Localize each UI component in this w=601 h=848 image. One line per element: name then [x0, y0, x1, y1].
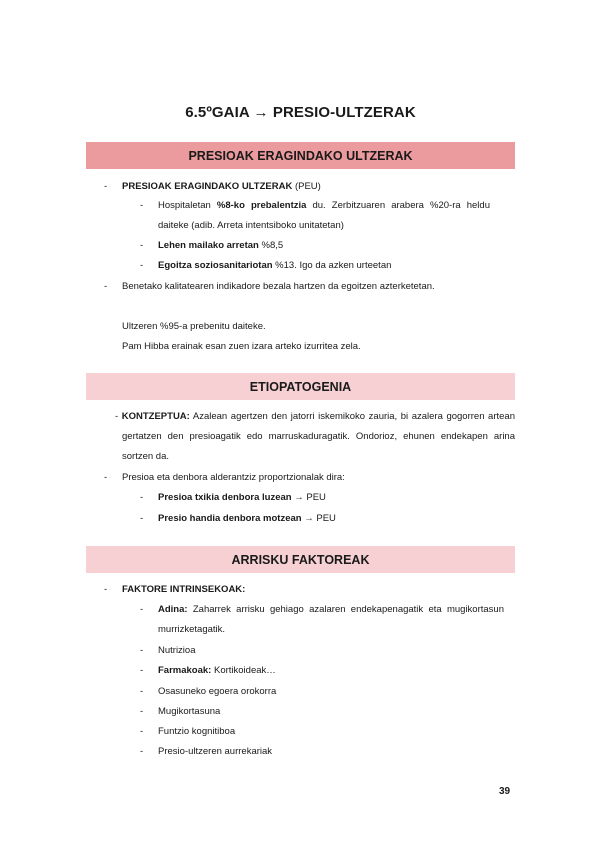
bullet-dash: -: [140, 240, 144, 251]
note-text: Pam Hibba erainak esan zuen izara arteko izurritea zela.: [122, 341, 361, 352]
bullet-dash: -: [104, 472, 108, 483]
page-number: 39: [499, 786, 511, 797]
note-text: Ultzeren %95-a prebenitu daiteke.: [122, 321, 266, 332]
bullet-dash: -: [104, 181, 108, 192]
section-heading-etiopatogenia: [86, 373, 515, 400]
list-item: Presioa txikia denbora luzean → PEU: [158, 492, 326, 503]
bullet-dash: -: [104, 281, 108, 292]
section-heading-arrisku-faktoreak: [86, 546, 515, 573]
bullet-dash: -: [140, 260, 144, 271]
list-item: Presio handia denbora motzean → PEU: [158, 513, 336, 524]
concept-paragraph: - KONTZEPTUA: Azalean agertzen den jatorri iskemikoko zauria, bi azalera gogorren artean: [115, 411, 515, 422]
page-title: 6.5ºGAIA → PRESIO-ULTZERAK: [185, 104, 416, 121]
concept-paragraph-line: sortzen da.: [122, 451, 169, 462]
list-item: PRESIOAK ERAGINDAKO ULTZERAK (PEU): [122, 181, 321, 192]
bullet-dash: -: [140, 492, 144, 503]
list-item: Benetako kalitatearen indikadore bezala hartzen da egoitzen azterketetan.: [122, 281, 435, 292]
list-item: Egoitza soziosanitariotan %13. Igo da azken urteetan: [158, 260, 392, 271]
list-item: Presioa eta denbora alderantziz proportzionalak dira:: [122, 472, 345, 483]
bullet-dash: -: [140, 645, 144, 656]
section-heading-text: ETIOPATOGENIA: [249, 379, 352, 394]
list-item-continuation: murrizketagatik.: [158, 624, 226, 635]
bullet-dash: -: [140, 513, 144, 524]
list-item: Lehen mailako arretan %8,5: [158, 240, 284, 251]
list-item: Presio-ultzeren aurrekariak: [158, 746, 273, 757]
bullet-dash: -: [140, 746, 144, 757]
bullet-dash: -: [140, 686, 144, 697]
bullet-dash: -: [140, 706, 144, 717]
bullet-dash: -: [140, 604, 144, 615]
bullet-dash: -: [104, 584, 108, 595]
list-item: Adina: Zaharrek arrisku gehiago azalaren endekapenagatik eta mugikortasun: [158, 604, 504, 615]
bullet-dash: -: [140, 665, 144, 676]
list-item: Osasuneko egoera orokorra: [158, 686, 277, 697]
section-heading-text: PRESIOAK ERAGINDAKO ULTZERAK: [188, 148, 413, 163]
list-item: FAKTORE INTRINSEKOAK:: [122, 584, 246, 595]
section-heading-text: ARRISKU FAKTOREAK: [231, 552, 370, 567]
list-item: Nutrizioa: [158, 645, 196, 656]
concept-paragraph-line: gertatzen den presioagatik edo marruskaduragatik. Ondorioz, ehunen endekapen arina: [122, 431, 515, 442]
list-item: Hospitaletan %8-ko prebalentzia du. Zerbitzuaren arabera %20-ra heldu: [158, 200, 490, 211]
bullet-dash: -: [140, 200, 144, 211]
section-heading-presioak: [86, 142, 515, 169]
list-item: Funtzio kognitiboa: [158, 726, 236, 737]
list-item: Farmakoak: Kortikoideak…: [158, 665, 276, 676]
list-item-continuation: daiteke (adib. Arreta intentsiboko unitatetan): [158, 220, 344, 231]
bullet-dash: -: [140, 726, 144, 737]
list-item: Mugikortasuna: [158, 706, 221, 717]
